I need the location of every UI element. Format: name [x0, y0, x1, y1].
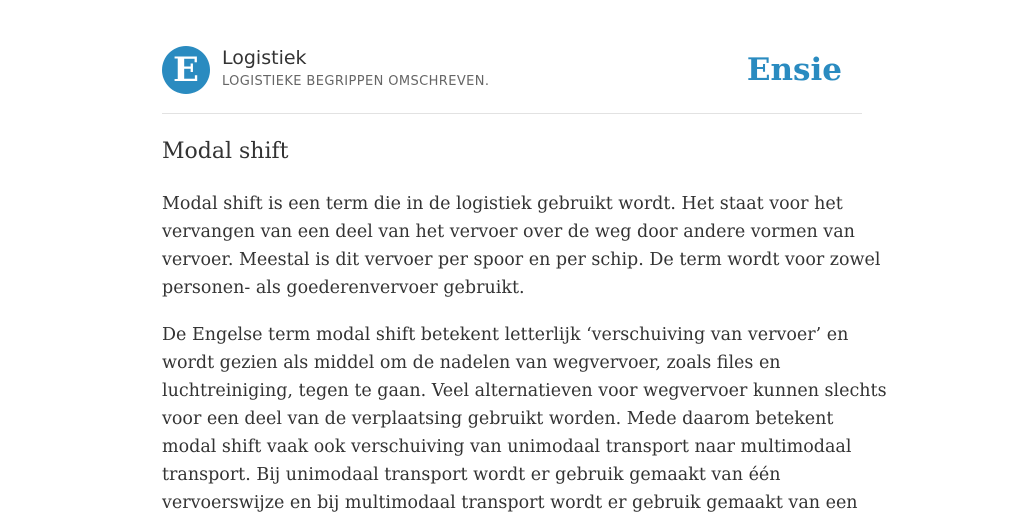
paragraph-line: wordt gezien als middel om de nadelen van wegvervoer, zoals files en [162, 353, 781, 373]
paragraph-line: vervangen van een deel van het vervoer over de weg door andere vormen van [162, 222, 855, 242]
page [162, 0, 887, 512]
paragraph-line: modal shift vaak ook verschuiving van unimodaal transport naar multimodaal [162, 437, 852, 457]
article-paragraph-1 [162, 190, 881, 302]
article-title: Modal shift [162, 139, 289, 164]
site-subtitle: LOGISTIEKE BEGRIPPEN OMSCHREVEN. [222, 74, 490, 89]
paragraph-line: voor een deel van de verplaatsing gebruikt worden. Mede daarom betekent [162, 409, 834, 429]
ensie-brand-link[interactable]: Ensie [746, 52, 842, 88]
article-body [162, 190, 887, 512]
paragraph-line: De Engelse term modal shift betekent letterlijk ‘verschuiving van vervoer’ en [162, 325, 849, 345]
paragraph-line: vervoer. Meestal is dit vervoer per spoor en per schip. De term wordt voor zowel [162, 250, 881, 270]
site-title[interactable]: Logistiek [222, 47, 307, 69]
paragraph-line: Modal shift is een term die in de logistiek gebruikt wordt. Het staat voor het [162, 194, 843, 214]
site-header [162, 46, 862, 96]
paragraph-line: vervoerswijze en bij multimodaal transport wordt er gebruik gemaakt van een [162, 493, 858, 512]
paragraph-line: personen- als goederenvervoer gebruikt. [162, 278, 525, 298]
ensie-logo-icon[interactable]: E [162, 46, 210, 94]
paragraph-line: luchtreiniging, tegen te gaan. Veel alternatieven voor wegvervoer kunnen slechts [162, 381, 887, 401]
header-divider [162, 113, 862, 114]
article-paragraph-2 [162, 321, 887, 512]
paragraph-line: transport. Bij unimodaal transport wordt er gebruik gemaakt van één [162, 465, 781, 485]
